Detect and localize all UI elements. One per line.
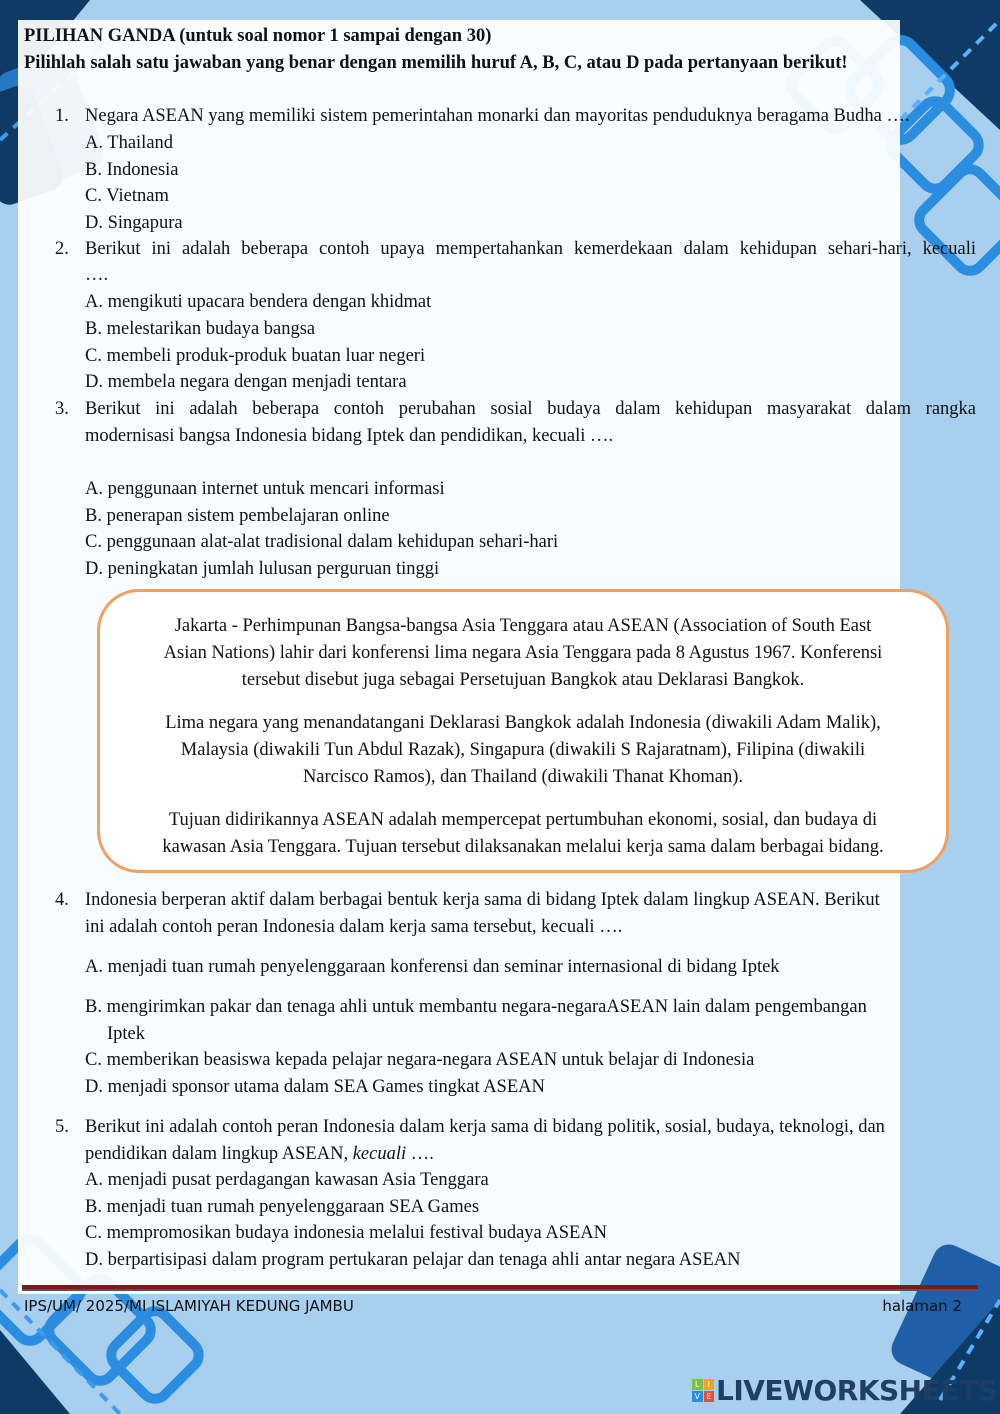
footer-rule: [22, 1285, 978, 1291]
logo-letter-l: L: [692, 1379, 703, 1390]
option-b[interactable]: B. mengirimkan pakar dan tenaga ahli untuk membantu negara-negaraASEAN lain dalam pengembangan: [85, 997, 867, 1017]
option-c[interactable]: C. Vietnam: [85, 186, 169, 206]
instructions: Pilihlah salah satu jawaban yang benar dengan memilih huruf A, B, C, atau D pada pertanyaan berikut!: [24, 53, 848, 73]
option-c[interactable]: C. membeli produk-produk buatan luar negeri: [85, 346, 426, 366]
option-a[interactable]: A. menjadi pusat perdagangan kawasan Asia Tenggara: [85, 1170, 489, 1190]
option-b[interactable]: B. penerapan sistem pembelajaran online: [85, 506, 390, 526]
option-d[interactable]: D. Singapura: [85, 213, 183, 233]
question-text-cont: modernisasi bangsa Indonesia bidang Iptek dan pendidikan, kecuali ….: [85, 426, 614, 446]
question-text-cont: ini adalah contoh peran Indonesia dalam kerja sama tersebut, kecuali ….: [85, 917, 623, 937]
option-b[interactable]: B. melestarikan budaya bangsa: [85, 319, 316, 339]
option-b-cont: Iptek: [107, 1024, 146, 1044]
question-text: Negara ASEAN yang memiliki sistem pemerintahan monarki dan mayoritas penduduknya beragama Budha ….: [85, 106, 910, 126]
logo-letter-i: I: [704, 1379, 715, 1390]
question-number: 2.: [55, 239, 69, 259]
liveworksheets-logo-icon: [692, 1379, 714, 1401]
passage-p1-line1: Jakarta - Perhimpunan Bangsa-bangsa Asia Tenggara atau ASEAN (Association of South East: [174, 616, 872, 636]
option-d[interactable]: D. membela negara dengan menjadi tentara: [85, 372, 407, 392]
passage-p2-line3: Narcisco Ramos), dan Thailand (diwakili Thanat Khoman).: [302, 767, 744, 787]
question-number: 4.: [55, 890, 69, 910]
option-b[interactable]: B. Indonesia: [85, 160, 179, 180]
option-a[interactable]: A. menjadi tuan rumah penyelenggaraan konferensi dan seminar internasional di bidang Iptek: [85, 957, 780, 977]
question-text: Berikut ini adalah contoh peran Indonesia dalam kerja sama di bidang politik, sosial, budaya, teknologi, dan: [85, 1117, 885, 1137]
option-d[interactable]: D. menjadi sponsor utama dalam SEA Games tingkat ASEAN: [85, 1077, 545, 1097]
passage-p1-line2: Asian Nations) lahir dari konferensi lima negara Asia Tenggara pada 8 Agustus 1967. Konferensi: [163, 643, 883, 663]
option-a[interactable]: A. penggunaan internet untuk mencari informasi: [85, 479, 445, 499]
liveworksheets-wordmark: LIVEWORKSHEETS: [716, 1373, 998, 1407]
option-a[interactable]: A. Thailand: [85, 133, 174, 153]
section-title: PILIHAN GANDA (untuk soal nomor 1 sampai dengan 30): [24, 26, 492, 46]
question-text-cont: ….: [85, 265, 109, 285]
logo-letter-e: E: [704, 1391, 715, 1402]
option-c[interactable]: C. penggunaan alat-alat tradisional dalam kehidupan sehari-hari: [85, 532, 559, 552]
question-text: Berikut ini adalah beberapa contoh perubahan sosial budaya dalam kehidupan masyarakat dalam rangka: [85, 399, 976, 419]
option-c[interactable]: C. mempromosikan budaya indonesia melalui festival budaya ASEAN: [85, 1223, 608, 1243]
logo-letter-v: V: [692, 1391, 703, 1402]
reading-passage-box: [97, 589, 949, 873]
passage-p2-line2: Malaysia (diwakili Tun Abdul Razak), Singapura (diwakili S Rajaratnam), Filipina (diwakili: [180, 740, 866, 760]
option-d[interactable]: D. berpartisipasi dalam program pertukaran pelajar dan tenaga ahli antar negara ASEAN: [85, 1250, 741, 1270]
question-number: 3.: [55, 399, 69, 419]
question-text: Berikut ini adalah beberapa contoh upaya mempertahankan kemerdekaan dalam kehidupan sehari-hari, kecuali: [85, 239, 976, 259]
question-text: Indonesia berperan aktif dalam berbagai bentuk kerja sama di bidang Iptek dalam lingkup ASEAN. Berikut: [85, 890, 880, 910]
option-b[interactable]: B. menjadi tuan rumah penyelenggaraan SEA Games: [85, 1197, 480, 1217]
passage-p2-line1: Lima negara yang menandatangani Deklarasi Bangkok adalah Indonesia (diwakili Adam Malik),: [165, 713, 881, 733]
footer-page-number: halaman 2: [882, 1297, 962, 1315]
option-d[interactable]: D. peningkatan jumlah lulusan perguruan tinggi: [85, 559, 440, 579]
question-text-part: pendidikan dalam lingkup ASEAN,: [85, 1144, 353, 1164]
option-c[interactable]: C. memberikan beasiswa kepada pelajar negara-negara ASEAN untuk belajar di Indonesia: [85, 1050, 755, 1070]
question-text-cont: [85, 1144, 434, 1165]
question-number: 5.: [55, 1117, 69, 1137]
footer-course-code: IPS/UM/ 2025/MI ISLAMIYAH KEDUNG JAMBU: [24, 1297, 354, 1315]
passage-p3-line2: kawasan Asia Tenggara. Tujuan tersebut dilaksanakan melalui kerja sama dalam berbagai bidang.: [162, 837, 884, 857]
question-ellipsis: ….: [410, 1144, 434, 1164]
passage-p3-line1: Tujuan didirikannya ASEAN adalah mempercepat pertumbuhan ekonomi, sosial, dan budaya di: [168, 810, 878, 830]
question-number: 1.: [55, 106, 69, 126]
passage-p1-line3: tersebut disebut juga sebagai Persetujuan Bangkok atau Deklarasi Bangkok.: [241, 670, 805, 690]
option-a[interactable]: A. mengikuti upacara bendera dengan khidmat: [85, 292, 432, 312]
liveworksheets-brand[interactable]: [692, 1374, 997, 1406]
kecuali-italic: kecuali: [352, 1144, 407, 1164]
